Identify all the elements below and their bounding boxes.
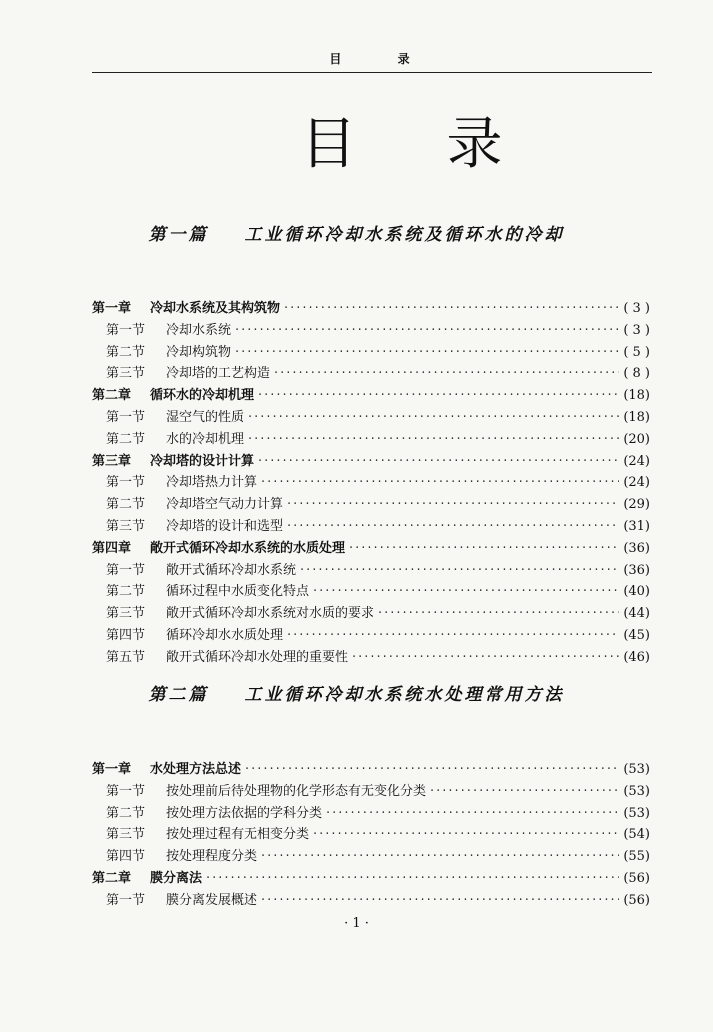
- entry-label: 第三章: [92, 453, 132, 469]
- dot-leader: [313, 827, 619, 842]
- dot-leader: [258, 388, 619, 403]
- entry-page-number: ( 3 ): [623, 322, 650, 338]
- header-rule: [92, 72, 652, 73]
- part-2-heading: [0, 680, 713, 705]
- entry-title: 水处理方法总述: [150, 762, 242, 777]
- entry-label: 第四章: [92, 540, 132, 556]
- dot-leader: [274, 366, 619, 381]
- toc-section-entry[interactable]: [92, 515, 650, 537]
- toc-section-entry[interactable]: [92, 362, 650, 384]
- entry-title: 敞开式循环冷却水系统的水质处理: [150, 540, 346, 556]
- toc-chapter-entry[interactable]: [92, 450, 650, 472]
- toc-section-entry[interactable]: [92, 428, 650, 450]
- entry-page-number: (40): [623, 584, 650, 600]
- entry-page-number: (36): [623, 540, 650, 556]
- dot-leader: [235, 345, 619, 360]
- entry-label: 第四节: [106, 627, 146, 643]
- entry-title: 按处理前后待处理物的化学形态有无变化分类: [166, 783, 427, 799]
- dot-leader: [287, 497, 619, 512]
- dot-leader: [430, 784, 619, 799]
- part-1-heading: [0, 220, 713, 245]
- entry-page-number: (53): [623, 783, 650, 799]
- entry-title: 按处理过程有无相变分类: [166, 827, 310, 843]
- entry-title: 膜分离法: [150, 870, 203, 886]
- part-1-toc: [92, 297, 650, 668]
- dot-leader: [245, 762, 619, 777]
- entry-label: 第三节: [106, 827, 146, 843]
- entry-label: 第二节: [106, 431, 146, 447]
- toc-section-entry[interactable]: [92, 780, 650, 802]
- toc-section-entry[interactable]: [92, 580, 650, 602]
- entry-page-number: (55): [623, 849, 650, 865]
- entry-label: 第一节: [106, 562, 146, 578]
- toc-section-entry[interactable]: [92, 341, 650, 363]
- dot-leader: [248, 432, 619, 447]
- dot-leader: [248, 410, 619, 425]
- dot-leader: [300, 563, 619, 578]
- toc-section-entry[interactable]: [92, 823, 650, 845]
- entry-label: 第二章: [92, 388, 132, 404]
- running-header: 目 录: [329, 52, 436, 66]
- entry-page-number: (18): [623, 388, 650, 404]
- dot-leader: [284, 301, 619, 316]
- entry-title: 敞开式循环冷却水系统对水质的要求: [166, 606, 375, 622]
- entry-title: 湿空气的性质: [166, 409, 245, 425]
- entry-page-number: (20): [623, 431, 650, 447]
- entry-label: 第二节: [106, 584, 146, 600]
- entry-label: 第四节: [106, 849, 146, 865]
- entry-label: 第二节: [106, 344, 146, 360]
- entry-title: 按处理方法依据的学科分类: [166, 805, 323, 821]
- entry-page-number: (56): [623, 870, 650, 886]
- entry-label: 第一节: [106, 892, 146, 908]
- part-2-toc: [92, 758, 650, 911]
- toc-chapter-entry[interactable]: [92, 537, 650, 559]
- toc-section-entry[interactable]: [92, 471, 650, 493]
- toc-chapter-entry[interactable]: [92, 867, 650, 889]
- part-2-title: 工业循环冷却水系统水处理常用方法: [244, 685, 565, 705]
- entry-title: 膜分离发展概述: [166, 892, 258, 908]
- entry-label: 第三节: [106, 518, 146, 534]
- dot-leader: [258, 454, 619, 469]
- entry-title: 冷却水系统: [166, 322, 232, 338]
- entry-title: 按处理程度分类: [166, 849, 258, 865]
- entry-page-number: (46): [623, 649, 650, 665]
- entry-page-number: ( 5 ): [623, 344, 650, 360]
- toc-section-entry[interactable]: [92, 493, 650, 515]
- dot-leader: [261, 849, 619, 864]
- entry-page-number: (24): [623, 475, 650, 491]
- entry-page-number: (56): [623, 892, 650, 908]
- entry-title: 敞开式循环冷却水系统: [166, 562, 297, 578]
- entry-title: 冷却水系统及其构筑物: [150, 301, 281, 316]
- entry-label: 第一章: [92, 301, 132, 316]
- part-1-number: 第一篇: [148, 225, 209, 245]
- toc-section-entry[interactable]: [92, 845, 650, 867]
- entry-label: 第五节: [106, 649, 146, 665]
- entry-page-number: (54): [623, 827, 650, 843]
- entry-page-number: (44): [623, 606, 650, 622]
- entry-label: 第一节: [106, 475, 146, 491]
- entry-title: 冷却塔热力计算: [166, 475, 258, 491]
- page-number: · 1 ·: [344, 916, 369, 931]
- dot-leader: [235, 323, 619, 338]
- entry-label: 第一章: [92, 762, 132, 777]
- toc-section-entry[interactable]: [92, 602, 650, 624]
- entry-title: 冷却构筑物: [166, 344, 232, 360]
- toc-chapter-entry[interactable]: [92, 384, 650, 406]
- page-title: 目录: [300, 112, 593, 177]
- entry-label: 第二节: [106, 805, 146, 821]
- dot-leader: [261, 893, 619, 908]
- toc-chapter-entry[interactable]: [92, 758, 650, 780]
- entry-page-number: (36): [623, 562, 650, 578]
- entry-page-number: (53): [623, 805, 650, 821]
- entry-title: 循环水的冷却机理: [150, 388, 255, 404]
- dot-leader: [287, 628, 619, 643]
- dot-leader: [313, 584, 619, 599]
- dot-leader: [378, 606, 619, 621]
- dot-leader: [261, 475, 619, 490]
- entry-label: 第二章: [92, 870, 132, 886]
- entry-page-number: (45): [623, 627, 650, 643]
- entry-label: 第三节: [106, 366, 146, 382]
- dot-leader: [349, 541, 619, 556]
- entry-title: 冷却塔的工艺构造: [166, 366, 271, 382]
- part-2-number: 第二篇: [148, 685, 209, 705]
- toc-chapter-entry[interactable]: [92, 297, 650, 319]
- entry-label: 第一节: [106, 409, 146, 425]
- toc-section-entry[interactable]: [92, 624, 650, 646]
- entry-label: 第一节: [106, 783, 146, 799]
- entry-title: 水的冷却机理: [166, 431, 245, 447]
- dot-leader: [352, 650, 619, 665]
- dot-leader: [206, 871, 619, 886]
- entry-title: 循环冷却水水质处理: [166, 627, 284, 643]
- entry-label: 第一节: [106, 322, 146, 338]
- toc-section-entry[interactable]: [92, 646, 650, 668]
- toc-section-entry[interactable]: [92, 802, 650, 824]
- entry-label: 第二节: [106, 497, 146, 513]
- toc-section-entry[interactable]: [92, 406, 650, 428]
- entry-title: 冷却塔的设计计算: [150, 453, 255, 469]
- entry-page-number: ( 8 ): [623, 366, 650, 382]
- dot-leader: [287, 519, 619, 534]
- entry-page-number: (31): [623, 518, 650, 534]
- toc-section-entry[interactable]: [92, 319, 650, 341]
- toc-section-entry[interactable]: [92, 889, 650, 911]
- entry-title: 冷却塔空气动力计算: [166, 497, 284, 513]
- entry-title: 冷却塔的设计和选型: [166, 518, 284, 534]
- entry-page-number: (18): [623, 409, 650, 425]
- toc-section-entry[interactable]: [92, 559, 650, 581]
- entry-title: 循环过程中水质变化特点: [166, 584, 310, 600]
- entry-title: 敞开式循环冷却水处理的重要性: [166, 649, 349, 665]
- entry-page-number: (29): [623, 497, 650, 513]
- entry-label: 第三节: [106, 606, 146, 622]
- part-1-title: 工业循环冷却水系统及循环水的冷却: [244, 225, 565, 245]
- entry-page-number: (24): [623, 453, 650, 469]
- dot-leader: [326, 806, 619, 821]
- entry-page-number: ( 3 ): [623, 301, 650, 316]
- entry-page-number: (53): [623, 762, 650, 777]
